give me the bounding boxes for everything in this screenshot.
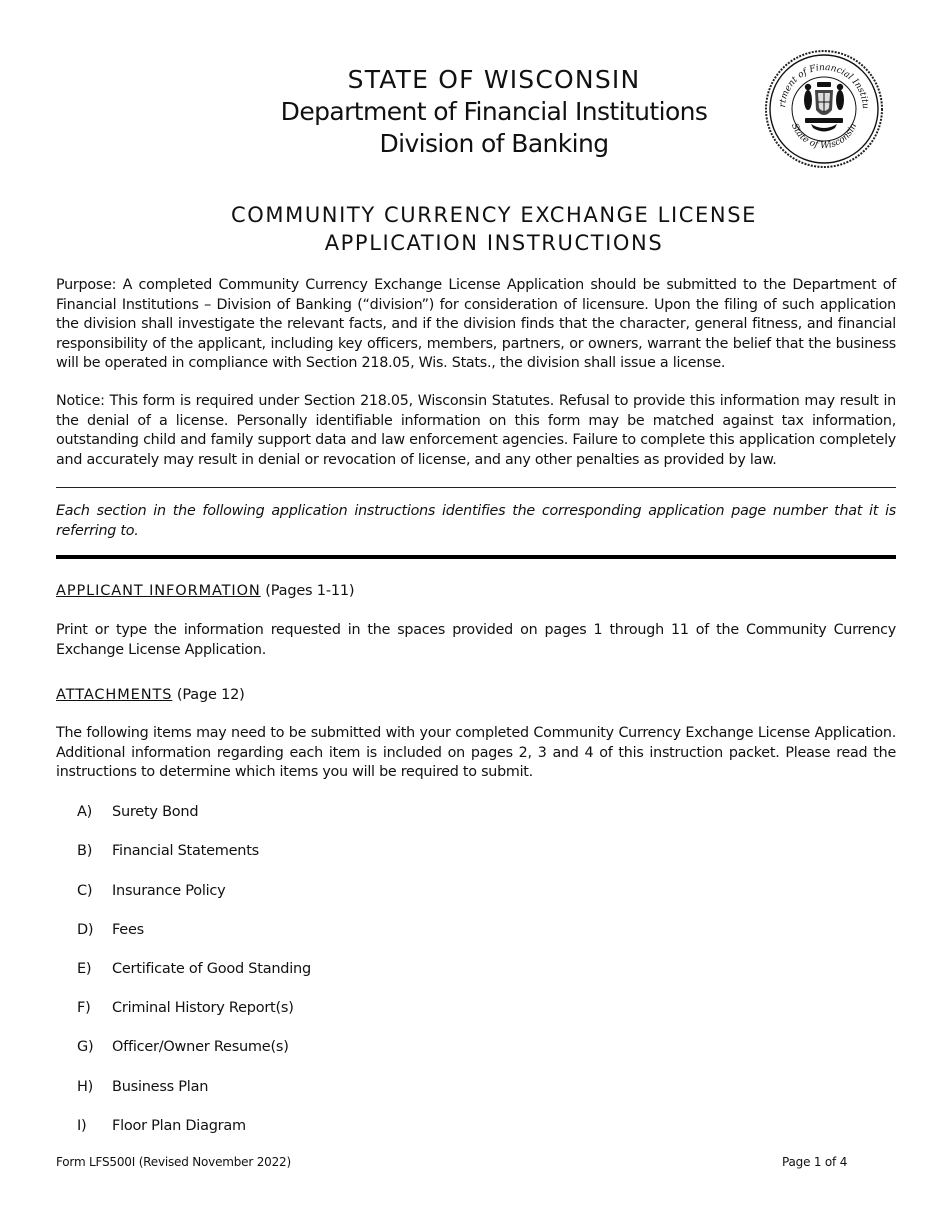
- list-item: D) Fees: [77, 922, 144, 938]
- list-item: I) Floor Plan Diagram: [77, 1118, 246, 1134]
- list-item: H) Business Plan: [77, 1079, 209, 1095]
- applicant-pages: (Pages 1-11): [265, 583, 355, 599]
- list-item: G) Officer/Owner Resume(s): [77, 1039, 289, 1055]
- list-item: F) Criminal History Report(s): [77, 1000, 294, 1016]
- svg-text:Department of Financial Instit: rtment of Financial Institu: [777, 62, 871, 110]
- state-seal-icon: [763, 48, 885, 170]
- page-number: Page 1 of 4: [782, 1155, 848, 1169]
- attachments-pages: (Page 12): [176, 687, 245, 703]
- form-id: Form LFS500I (Revised November 2022): [56, 1155, 291, 1169]
- list-item: C) Insurance Policy: [77, 883, 226, 899]
- document-header: [240, 64, 748, 160]
- divider-thick: [56, 555, 896, 559]
- applicant-paragraph: Print or type the information requested in the spaces provided on pages 1 through 11 of the Community Currency Exchange License Application.: [56, 622, 896, 658]
- applicant-heading-text: APPLICANT INFORMATION: [56, 583, 261, 599]
- divider-thin: [56, 487, 896, 488]
- document-title: [100, 201, 888, 257]
- title-line-1: COMMUNITY CURRENCY EXCHANGE LICENSE: [230, 203, 758, 227]
- list-item: E) Certificate of Good Standing: [77, 961, 311, 977]
- attachments-heading-text: ATTACHMENTS: [56, 687, 173, 703]
- purpose-paragraph: Purpose: A completed Community Currency Exchange License Application should be submitted to the Department of Financial Institutions – Division of Banking (“division”) for consideration of licensure. Upon the filing of such application the division shall investigate the relevant facts, and if the division finds that the character, general fitness, and financial responsibility of the applicant, including key officers, members, partners, or owners, warrant the belief that the business will be operated in compliance with Section 218.05, Wis. Stats., the division shall issue a license.: [56, 277, 896, 372]
- applicant-section-heading: [56, 581, 354, 601]
- header-division: Division of Banking: [379, 129, 609, 158]
- header-department: Department of Financial Institutions: [280, 97, 708, 126]
- list-item: A) Surety Bond: [77, 804, 199, 820]
- title-line-2: APPLICATION INSTRUCTIONS: [324, 231, 664, 255]
- header-state: STATE OF WISCONSIN: [347, 65, 641, 94]
- attachments-section-heading: [56, 685, 245, 705]
- svg-text:State of Wisconsin: State of Wisconsin: [788, 121, 860, 152]
- list-item: B) Financial Statements: [77, 843, 259, 859]
- notice-paragraph: Notice: This form is required under Section 218.05, Wisconsin Statutes. Refusal to provide this information may result in the denial of a license. Personally identifiable information on this form may be matched against tax information, outstanding child and family support data and law enforcement agencies. Failure to complete this application completely and accurately may result in denial or revocation of license, and any other penalties as provided by law.: [56, 393, 896, 468]
- section-note: Each section in the following application instructions identifies the corresponding application page number that it is referring to.: [56, 503, 896, 539]
- attachments-paragraph: The following items may need to be submitted with your completed Community Currency Exchange License Application. Additional information regarding each item is included on pages 2, 3 and 4 of this instruction packet. Please read the instructions to determine which items you will be required to submit.: [56, 725, 896, 781]
